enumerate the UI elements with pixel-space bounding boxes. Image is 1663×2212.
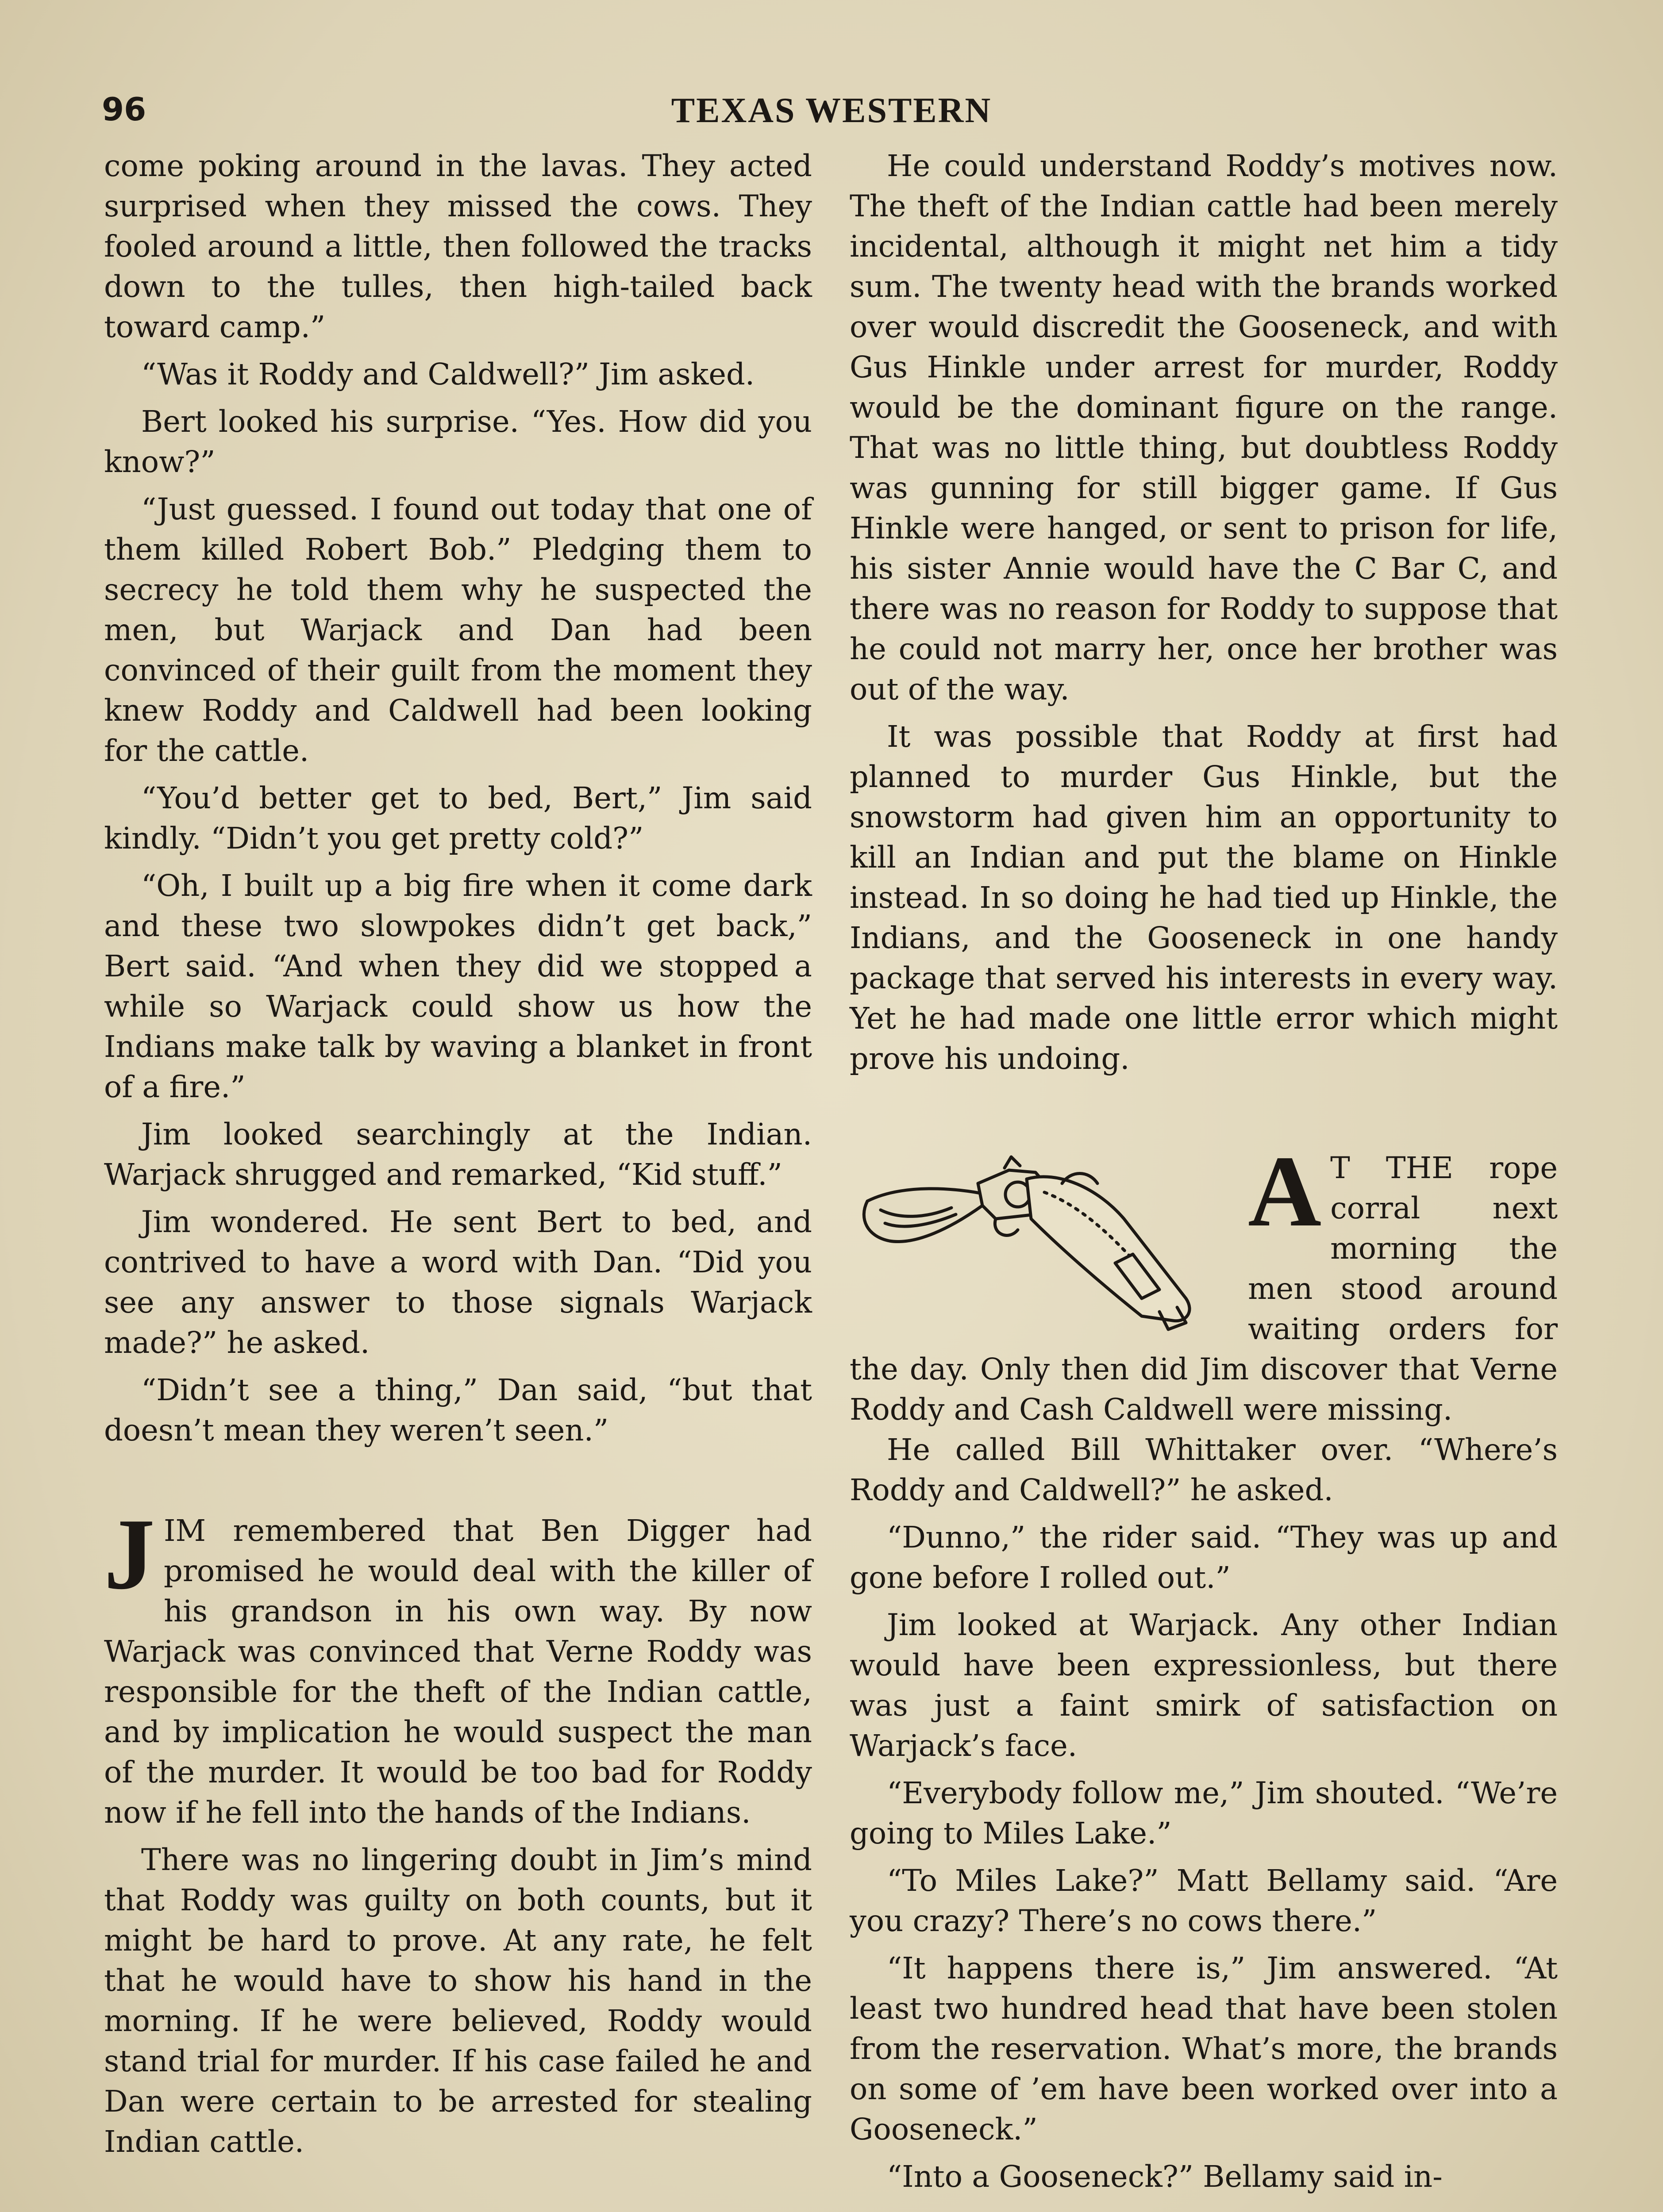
right-column xyxy=(850,146,1558,2204)
left-column xyxy=(104,146,812,2169)
paragraph: “Was it Roddy and Caldwell?” Jim asked. xyxy=(141,357,755,392)
section-opening-paragraph xyxy=(104,1498,812,1833)
section-break xyxy=(104,1458,812,1511)
paragraph-text: IM remembered that Ben Digger had promised he would deal with the killer of his grandson in his own way. By now Warjack was convinced that Verne Roddy was responsible for the theft of the Indian cattle, and by implication he would suspect the man of the murder. It would be too bad for Roddy now if he fell into the hands of the Indians. xyxy=(104,1513,812,1830)
paragraph: “It happens there is,” Jim answered. “At least two hundred head that have been stolen from the reservation. What’s more, the brands on some of ’em have been worked over into a Gooseneck.” xyxy=(850,1951,1558,2147)
paragraph: “Didn’t see a thing,” Dan said, “but that doesn’t mean they weren’t seen.” xyxy=(104,1373,812,1448)
paragraph: “Dunno,” the rider said. “They was up and gone before I rolled out.” xyxy=(850,1520,1558,1595)
paragraph: “To Miles Lake?” Matt Bellamy said. “Are you crazy? There’s no cows there.” xyxy=(850,1863,1558,1938)
paragraph: He could understand Roddy’s motives now. The theft of the Indian cattle had been merely incidental, although it might net him a tidy sum. The twenty head with the brands worked over would discredit the Gooseneck, and with Gus Hinkle under arrest for murder, Roddy would be the dominant figure on the range. That was no little thing, but doubtless Roddy was gunning for still bigger game. If Gus Hinkle were hanged, or sent to prison for life, his sister Annie would have the C Bar C, and there was no reason for Roddy to suppose that he could not marry her, once her brother was out of the way. xyxy=(850,149,1558,707)
paragraph: Bert looked his surprise. “Yes. How did you know?” xyxy=(104,404,812,479)
paragraph: “Everybody follow me,” Jim shouted. “We’re going to Miles Lake.” xyxy=(850,1776,1558,1851)
page-number: 96 xyxy=(102,91,146,128)
running-title: TEXAS WESTERN xyxy=(671,91,992,130)
revolver-in-holster-icon xyxy=(850,1152,1239,1338)
page-header xyxy=(102,91,1561,139)
section-break xyxy=(850,1086,1558,1148)
paragraph: Jim looked at Warjack. Any other Indian would have been expressionless, but there was just a faint smirk of satisfaction on Warjack’s face. xyxy=(850,1608,1558,1763)
paragraph: Jim wondered. He sent Bert to bed, and contrived to have a word with Dan. “Did you see any answer to those signals Warjack made?” he asked. xyxy=(104,1205,812,1360)
paragraph: come poking around in the lavas. They acted surprised when they missed the cows. They fooled around a little, then followed the tracks down to the tulles, then high-tailed back toward camp.” xyxy=(104,149,812,344)
paragraph: “Oh, I built up a big fire when it come dark and these two slowpokes didn’t get back,” Bert said. “And when they did we stopped a while so Warjack could show us how the Indians make talk by waving a blanket in front of a fire.” xyxy=(104,868,812,1104)
drop-cap: J xyxy=(104,1498,155,1610)
paragraph: He called Bill Whittaker over. “Where’s Roddy and Caldwell?” he asked. xyxy=(850,1432,1558,1507)
drop-cap: A xyxy=(1248,1135,1322,1248)
paragraph: It was possible that Roddy at first had planned to murder Gus Hinkle, but the snowstorm had given him an opportunity to kill an Indian and put the blame on Hinkle instead. In so doing he had tied up Hinkle, the Indians, and the Gooseneck in one handy package that served his interests in every way. Yet he had made one little error which might prove his undoing. xyxy=(850,719,1558,1076)
paragraph-text: T THE rope corral next morning the men stood around waiting orders for the day. Only then did Jim discover that Verne Roddy and Cash Caldwell were missing. xyxy=(850,1151,1558,1427)
paragraph: “Just guessed. I found out today that one of them killed Robert Bob.” Pledging them to secrecy he told them why he suspected the men, but Warjack and Dan had been convinced of their guilt from the moment they knew Roddy and Caldwell had been looking for the cattle. xyxy=(104,492,812,768)
paragraph: “Into a Gooseneck?” Bellamy said in- xyxy=(887,2159,1443,2194)
section-opening xyxy=(850,1135,1558,1430)
paragraph: “You’d better get to bed, Bert,” Jim said kindly. “Didn’t you get pretty cold?” xyxy=(104,781,812,856)
paragraph: There was no lingering doubt in Jim’s mind that Roddy was guilty on both counts, but it might be hard to prove. At any rate, he felt that he would have to show his hand in the morning. If he were believed, Roddy would stand trial for murder. If his case failed he and Dan were certain to be arrested for stealing Indian cattle. xyxy=(104,1843,812,2159)
paragraph: Jim looked searchingly at the Indian. Warjack shrugged and remarked, “Kid stuff.” xyxy=(104,1117,812,1192)
